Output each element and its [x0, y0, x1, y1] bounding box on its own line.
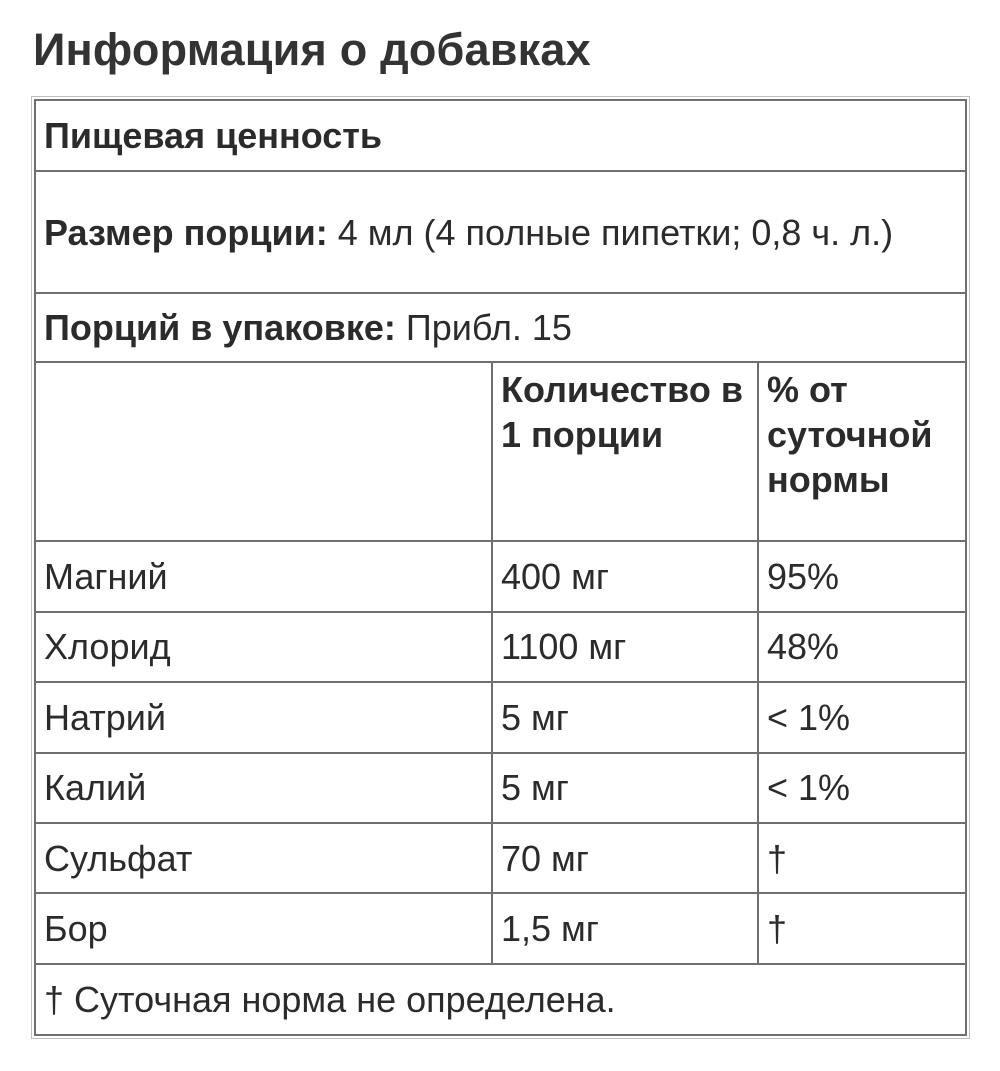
footnote-row	[35, 964, 966, 1035]
table-row	[35, 823, 966, 893]
serving-size-cell	[35, 171, 966, 292]
nutrient-daily-value: < 1%	[758, 753, 966, 823]
nutrient-daily-value: 95%	[758, 541, 966, 611]
nutrient-name: Сульфат	[35, 823, 492, 893]
table-row	[35, 612, 966, 682]
nutrient-name: Магний	[35, 541, 492, 611]
serving-size-value: 4 мл (4 полные пипетки; 0,8 ч. л.)	[327, 211, 894, 253]
table-row	[35, 541, 966, 611]
nutrient-daily-value: 48%	[758, 612, 966, 682]
nutrient-daily-value: †	[758, 893, 966, 963]
facts-header: Пищевая ценность	[35, 100, 966, 171]
nutrient-amount: 1,5 мг	[492, 893, 758, 963]
nutrient-amount: 1100 мг	[492, 612, 758, 682]
column-header-daily-value: % от суточной нормы	[758, 362, 966, 541]
nutrient-daily-value: < 1%	[758, 682, 966, 752]
table-row	[35, 753, 966, 823]
nutrient-name: Хлорид	[35, 612, 492, 682]
table-row	[35, 893, 966, 963]
facts-header-row	[35, 100, 966, 171]
servings-per-container-cell	[35, 293, 966, 362]
table-row	[35, 682, 966, 752]
servings-per-container-row	[35, 293, 966, 362]
supplement-facts-panel	[31, 96, 970, 1039]
nutrient-amount: 400 мг	[492, 541, 758, 611]
column-header-row	[35, 362, 966, 541]
serving-size-label: Размер порции:	[44, 211, 328, 253]
nutrient-amount: 5 мг	[492, 753, 758, 823]
nutrient-amount: 5 мг	[492, 682, 758, 752]
footnote: † Суточная норма не определена.	[35, 964, 966, 1035]
nutrient-name: Бор	[35, 893, 492, 963]
nutrient-name: Натрий	[35, 682, 492, 752]
nutrition-table	[34, 99, 967, 1036]
nutrient-amount: 70 мг	[492, 823, 758, 893]
page-title: Информация о добавках	[33, 24, 591, 75]
serving-size-row	[35, 171, 966, 292]
servings-per-container-value: Прибл. 15	[395, 306, 572, 348]
column-header-amount: Количество в 1 порции	[492, 362, 758, 541]
nutrient-daily-value: †	[758, 823, 966, 893]
nutrient-name: Калий	[35, 753, 492, 823]
servings-per-container-label: Порций в упаковке:	[44, 306, 396, 348]
column-header-nutrient	[35, 362, 492, 541]
